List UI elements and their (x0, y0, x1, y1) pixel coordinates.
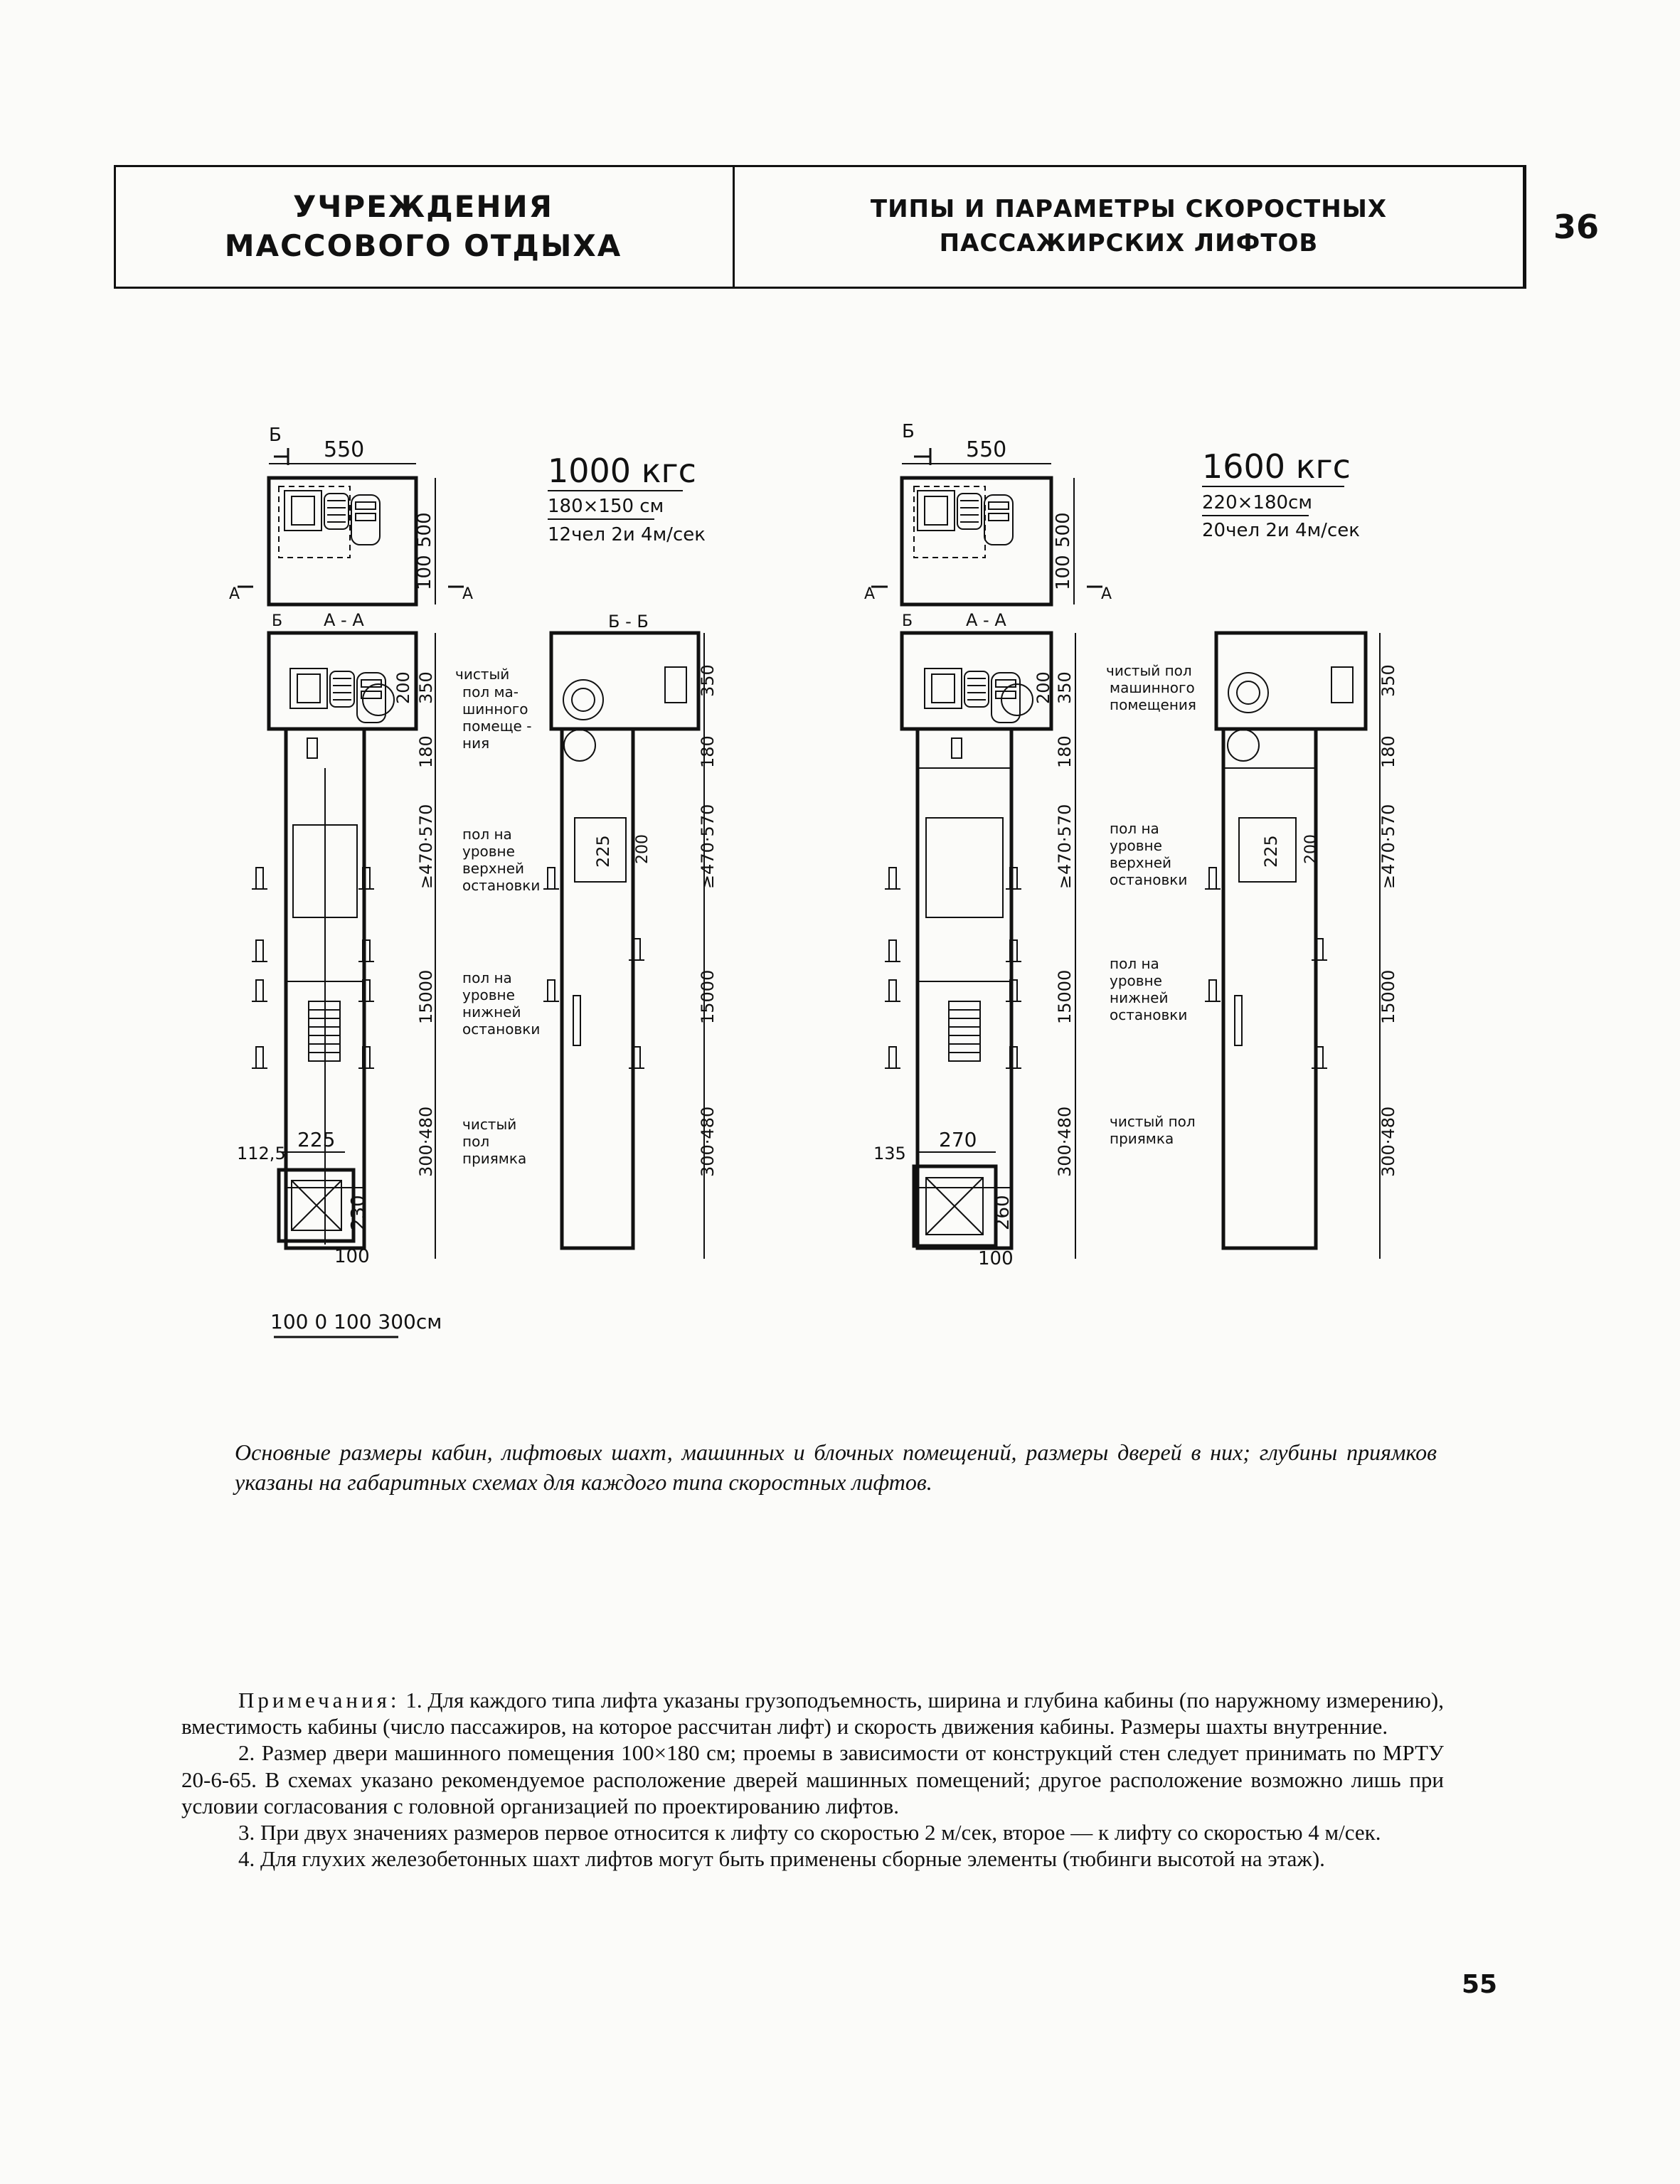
svg-text:пол на: пол на (1110, 820, 1159, 837)
dim-15000: 15000 (416, 969, 436, 1024)
svg-text:Б: Б (902, 421, 915, 442)
svg-text:260: 260 (992, 1195, 1014, 1230)
svg-text:А: А (1101, 585, 1112, 603)
dim-pit-width: 225 (297, 1128, 336, 1151)
svg-text:550: 550 (966, 437, 1007, 462)
svg-text:350: 350 (1055, 671, 1075, 704)
section-title: УЧРЕЖДЕНИЯ МАССОВОГО ОТДЫХА (224, 189, 622, 263)
svg-text:остановки: остановки (1110, 1006, 1188, 1023)
svg-text:180: 180 (1378, 735, 1398, 768)
svg-text:300·480: 300·480 (698, 1106, 718, 1177)
dim-300: 300·480 (416, 1106, 436, 1177)
dim-180: 180 (416, 735, 436, 768)
svg-text:пол ма-: пол ма- (462, 683, 519, 701)
cabin (926, 818, 1003, 917)
lift-1600-drawing (864, 421, 1398, 1269)
svg-text:200: 200 (1302, 834, 1320, 864)
capacity-1000: 1000 кгс (548, 452, 696, 490)
svg-text:300·480: 300·480 (1055, 1106, 1075, 1177)
section-bb-label: Б - Б (608, 612, 649, 632)
svg-text:Б: Б (902, 612, 913, 630)
svg-text:уровне: уровне (462, 986, 515, 1003)
dim-500: 500 (414, 512, 435, 548)
dim-100: 100 (414, 555, 435, 590)
passengers-speed-1600: 20чел 2и 4м/сек (1202, 520, 1360, 541)
dim-pit-door: 100 (334, 1246, 370, 1267)
cabin-size-1000: 180×150 см (548, 496, 664, 517)
svg-text:180: 180 (698, 735, 718, 768)
note-3: 3. При двух значениях размеров первое относится к лифту со скоростью 2 м/сек, второе — к лифту со скоростью 4 м/сек. (238, 1819, 1381, 1845)
shaft-section-bb (1223, 729, 1316, 1248)
svg-text:приямка: приямка (1110, 1130, 1174, 1147)
svg-text:15000: 15000 (1378, 969, 1398, 1024)
svg-text:верхней: верхней (1110, 854, 1172, 871)
svg-text:шинного: шинного (462, 701, 528, 718)
svg-text:350: 350 (698, 664, 718, 697)
svg-text:135: 135 (873, 1144, 906, 1163)
capacity-1600: 1600 кгс (1202, 447, 1351, 486)
svg-text:помещения: помещения (1110, 696, 1196, 713)
svg-text:помеще -: помеще - (462, 718, 532, 735)
svg-text:≥470·570: ≥470·570 (1378, 804, 1398, 889)
svg-text:уровне: уровне (1110, 972, 1162, 989)
notes-section (181, 1687, 1444, 1872)
page-header (114, 165, 1599, 289)
svg-text:чистый: чистый (455, 666, 510, 683)
svg-text:350: 350 (1378, 664, 1398, 697)
machine-room-section-bb (551, 633, 698, 729)
dim-470: ≥470·570 (416, 804, 436, 889)
svg-text:чистый: чистый (462, 1116, 517, 1133)
passengers-speed-1000: 12чел 2и 4м/сек (548, 524, 706, 545)
scale-bar-label: 100 0 100 300см (270, 1310, 442, 1333)
svg-text:пол на: пол на (462, 969, 512, 986)
page-number: 55 (1462, 1970, 1498, 1999)
svg-text:машинного: машинного (1110, 679, 1195, 696)
section-mark-b: Б (269, 425, 282, 446)
figure-caption: Основные размеры кабин, лифтовых шахт, машинных и блочных помещений, размеры дверей в них; глубины приямков указаны на габаритных схемах для каждого типа скоростных лифтов. (235, 1439, 1437, 1495)
svg-text:пол: пол (462, 1133, 490, 1150)
svg-text:А: А (864, 585, 876, 603)
svg-text:15000: 15000 (698, 969, 718, 1024)
shaft-section-bb (562, 729, 633, 1248)
page-title: ТИПЫ И ПАРАМЕТРЫ СКОРОСТНЫХ ПАССАЖИРСКИХ ЛИФТОВ (870, 195, 1388, 257)
svg-text:пол на: пол на (1110, 955, 1159, 972)
svg-text:15000: 15000 (1055, 969, 1075, 1024)
svg-text:200: 200 (634, 834, 652, 864)
svg-text:100: 100 (978, 1248, 1014, 1269)
svg-text:нижней: нижней (1110, 989, 1169, 1006)
svg-text:500: 500 (1053, 512, 1074, 548)
svg-text:200: 200 (1033, 671, 1053, 704)
svg-text:А: А (229, 585, 240, 603)
note-1: Примечания: 1. Для каждого типа лифта указаны грузоподъемность, ширина и глубина кабины (по наружному измерению), вместимость кабины (число пассажиров, на которое рассчитан лифт) и скорость движения кабины. Размеры шахты внутренние. (181, 1688, 1444, 1740)
svg-text:верхней: верхней (462, 860, 525, 877)
svg-text:180: 180 (1055, 735, 1075, 768)
dim-pit-depth: 230 (348, 1195, 369, 1230)
note-2: 2. Размер двери машинного помещения 100×180 см; проемы в зависимости от конструкций стен следует принимать по МРТУ 20-6-65. В схемах указано рекомендуемое расположение дверей машинных помещений; другое расположение возможно лишь при условии согласования с головной организацией по проектированию лифтов. (181, 1740, 1444, 1818)
sheet-number: 36 (1553, 208, 1599, 246)
svg-text:300·480: 300·480 (1378, 1106, 1398, 1177)
svg-text:чистый пол: чистый пол (1110, 1113, 1196, 1130)
svg-text:остановки: остановки (462, 1021, 541, 1038)
svg-text:≥470·570: ≥470·570 (1055, 804, 1075, 889)
svg-text:чистый пол: чистый пол (1106, 662, 1192, 679)
svg-text:270: 270 (939, 1128, 977, 1151)
cabin-size-1600: 220×180см (1202, 492, 1312, 513)
svg-text:Б: Б (272, 612, 283, 630)
svg-text:ния: ния (462, 735, 490, 752)
svg-text:уровне: уровне (462, 843, 515, 860)
svg-text:≥470·570: ≥470·570 (698, 804, 718, 889)
section-aa-label: А - А (324, 610, 364, 630)
dim-pit-offset: 112,5 (237, 1144, 286, 1163)
svg-text:остановки: остановки (1110, 871, 1188, 888)
machine-room-section-bb (1216, 633, 1366, 729)
svg-text:пол на: пол на (462, 826, 512, 843)
lift-1000-drawing (229, 425, 718, 1337)
note-4: 4. Для глухих железобетонных шахт лифтов могут быть применены сборные элементы (тюбинги высотой на этаж). (238, 1846, 1325, 1872)
lift-drawings (0, 398, 1680, 1408)
dim-550: 550 (324, 437, 365, 462)
svg-text:А: А (462, 585, 474, 603)
svg-text:100: 100 (1053, 555, 1074, 590)
dim-350: 350 (416, 671, 436, 704)
svg-text:приямка: приямка (462, 1150, 527, 1167)
svg-text:225: 225 (1261, 835, 1281, 868)
dim-225: 225 (593, 835, 613, 868)
svg-text:А - А: А - А (966, 610, 1006, 630)
svg-text:остановки: остановки (462, 877, 541, 894)
svg-text:уровне: уровне (1110, 837, 1162, 854)
dim-200: 200 (393, 671, 413, 704)
svg-text:нижней: нижней (462, 1003, 521, 1021)
